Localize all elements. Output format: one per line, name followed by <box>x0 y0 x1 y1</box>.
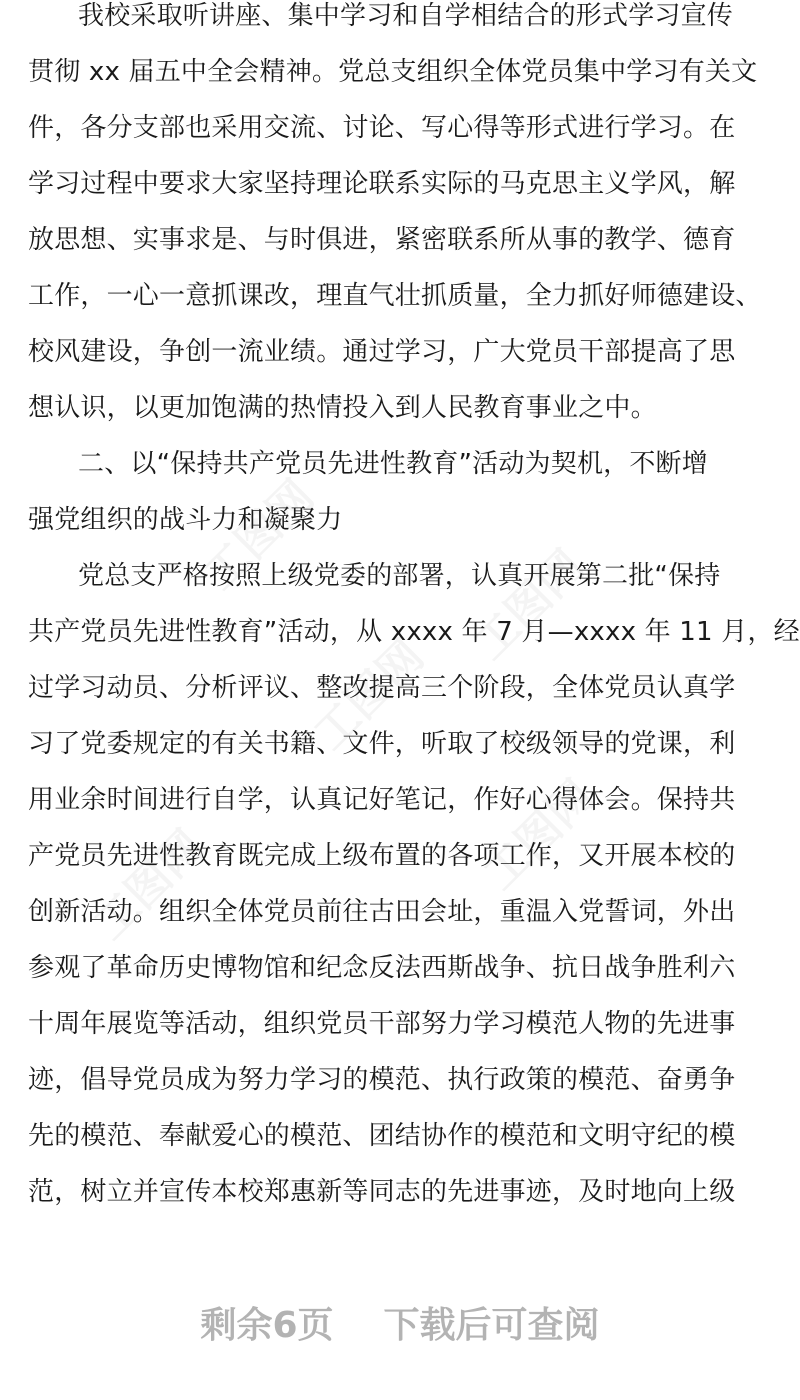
text-line: 件，各分支部也采用交流、讨论、写心得等形式进行学习。在 <box>28 113 736 143</box>
text-line: 产党员先进性教育既完成上级布置的各项工作，又开展本校的 <box>28 841 736 871</box>
remaining-pages-label: 剩余6页 <box>200 1304 334 1346</box>
text-line: 过学习动员、分析评议、整改提高三个阶段，全体党员认真学 <box>28 673 736 703</box>
download-to-view-label: 下载后可查阅 <box>383 1304 600 1346</box>
text-line: 我校采取听讲座、集中学习和自学相结合的形式学习宣传 <box>78 1 734 31</box>
text-line: 用业余时间进行自学，认真记好笔记，作好心得体会。保持共 <box>28 785 736 815</box>
text-line: 参观了革命历史博物馆和纪念反法西斯战争、抗日战争胜利六 <box>28 953 736 983</box>
section-heading: 强党组织的战斗力和凝聚力 <box>28 505 343 535</box>
text-line: 党总支严格按照上级党委的部署，认真开展第二批“保持 <box>78 561 721 591</box>
text-line: 十周年展览等活动，组织党员干部努力学习模范人物的先进事 <box>28 1009 736 1039</box>
text-line: 迹，倡导党员成为努力学习的模范、执行政策的模范、奋勇争 <box>28 1065 736 1095</box>
text-line: 学习过程中要求大家坚持理论联系实际的马克思主义学风，解 <box>28 169 736 199</box>
text-line: 贯彻 xx 届五中全会精神。党总支组织全体党员集中学习有关文 <box>28 57 758 87</box>
text-line: 工作，一心一意抓课改，理直气壮抓质量，全力抓好师德建设、 <box>28 281 762 311</box>
text-line: 先的模范、奉献爱心的模范、团结协作的模范和文明守纪的模 <box>28 1121 736 1151</box>
text-line: 放思想、实事求是、与时俱进，紧密联系所从事的教学、德育 <box>28 225 736 255</box>
text-line: 想认识，以更加饱满的热情投入到人民教育事业之中。 <box>28 393 657 423</box>
section-heading: 二、以“保持共产党员先进性教育”活动为契机，不断增 <box>78 449 708 479</box>
text-line: 创新活动。组织全体党员前往古田会址，重温入党誓词，外出 <box>28 897 736 927</box>
text-line: 范，树立并宣传本校郑惠新等同志的先进事迹，及时地向上级 <box>28 1177 736 1207</box>
text-line: 共产党员先进性教育”活动，从 xxxx 年 7 月—xxxx 年 11 月，经 <box>28 617 800 647</box>
download-prompt[interactable] <box>0 1292 800 1352</box>
text-line: 习了党委规定的有关书籍、文件，听取了校级领导的党课，利 <box>28 729 736 759</box>
text-line: 校风建设，争创一流业绩。通过学习，广大党员干部提高了思 <box>28 337 736 367</box>
